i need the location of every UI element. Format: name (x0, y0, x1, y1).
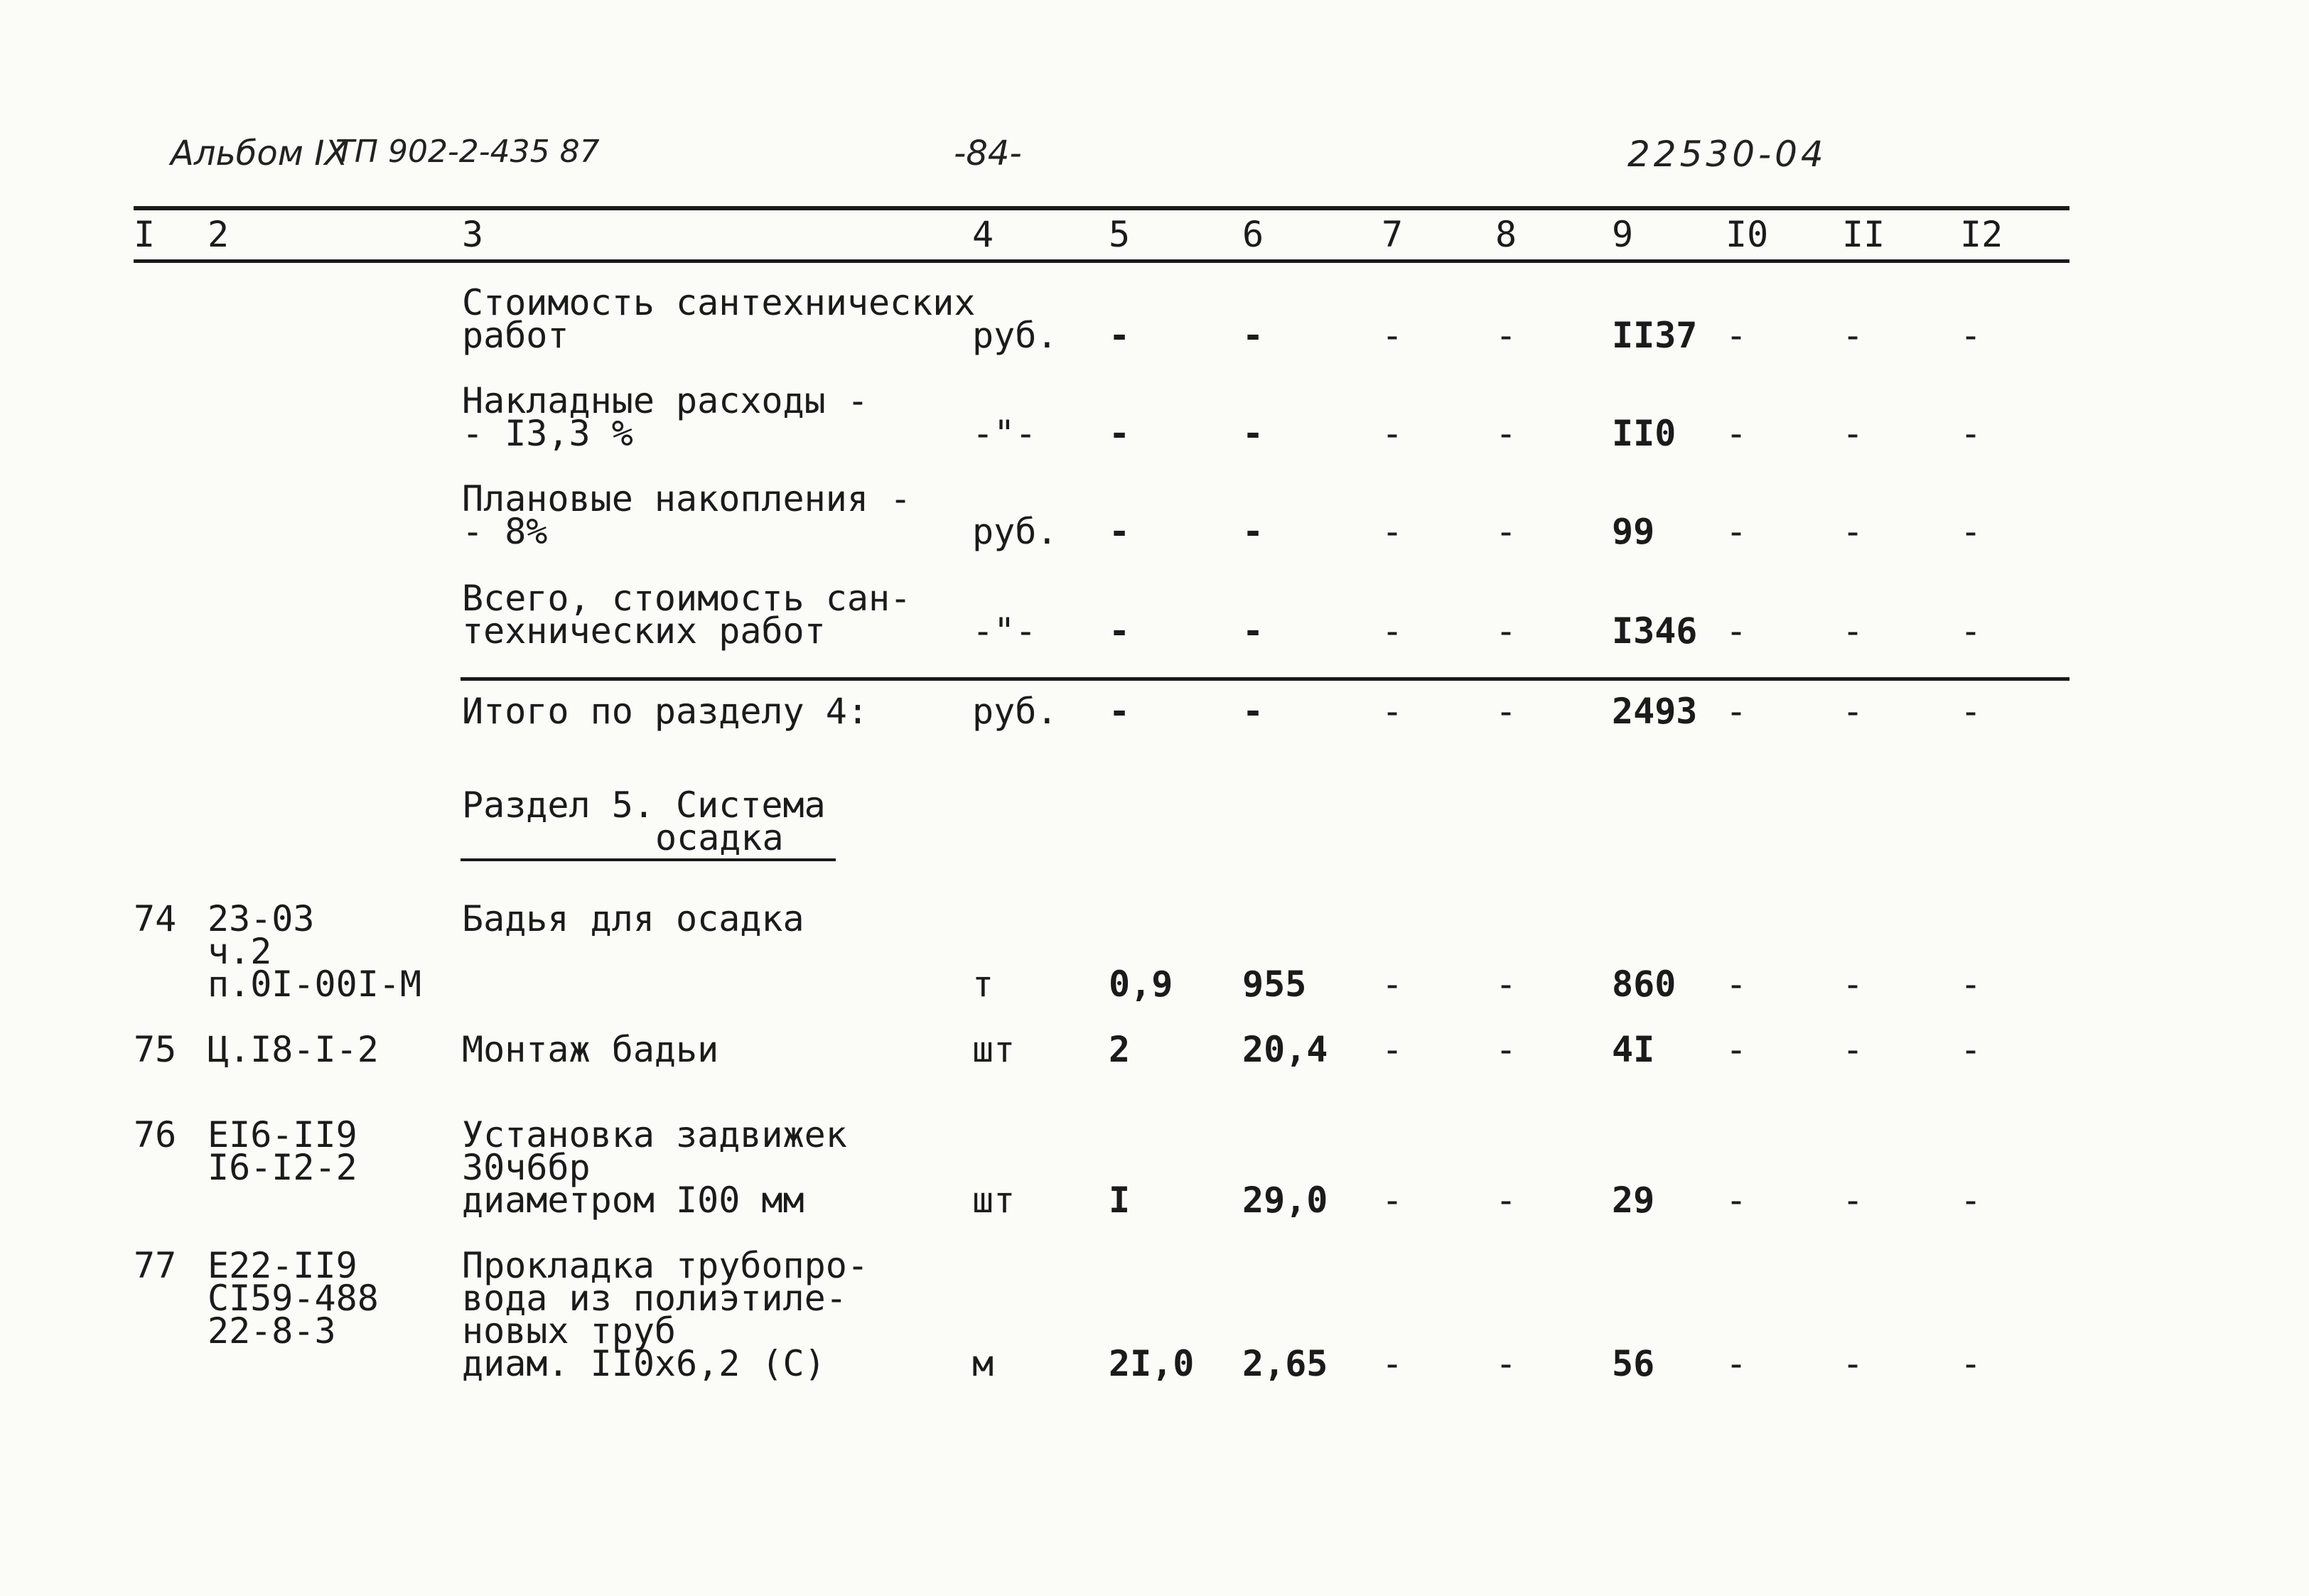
cell-col-5: - (1109, 413, 1131, 454)
cell-col-6: - (1242, 315, 1264, 356)
description (462, 380, 868, 454)
cell-col-11: - (1842, 1343, 1864, 1384)
description-line: - I3,3 % (462, 413, 633, 454)
cell-col-12: - (1960, 964, 1982, 1005)
description (462, 1114, 847, 1221)
reference-code-line: п.0I-00I-М (208, 964, 422, 1005)
reference-code-line: Е22-II9 (208, 1245, 357, 1286)
description-line: Итого по разделу 4: (462, 691, 868, 732)
description-line: Установка задвижек (462, 1114, 847, 1155)
cell-col-10: - (1726, 1029, 1748, 1070)
column-number: 8 (1495, 214, 1517, 255)
description-line: Прокладка трубопро- (462, 1245, 868, 1286)
description (462, 1245, 868, 1384)
description-line: Накладные расходы - (462, 380, 868, 421)
reference-code-line: Ц.I8-I-2 (208, 1029, 379, 1070)
cell-col-10: - (1726, 511, 1748, 552)
reference-code-line: СI59-488 (208, 1278, 379, 1319)
reference-code-line: ЕI6-II9 (208, 1114, 357, 1155)
cell-col-10: - (1726, 964, 1748, 1005)
cell-col-4: руб. (972, 511, 1058, 552)
cell-col-9: II0 (1612, 413, 1676, 454)
reference-code-line: ч.2 (208, 931, 272, 972)
cell-col-7: - (1382, 1343, 1404, 1384)
cell-col-9: 29 (1612, 1180, 1655, 1221)
cell-col-8: - (1495, 691, 1517, 732)
column-number: 6 (1242, 214, 1264, 255)
cell-col-6: - (1242, 413, 1264, 454)
cell-col-4: шт (972, 1029, 1016, 1070)
cell-col-10: - (1726, 1180, 1748, 1221)
reference-code (208, 1245, 379, 1352)
cell-col-11: - (1842, 610, 1864, 652)
cell-col-9: 2493 (1612, 691, 1698, 732)
cell-col-10: - (1726, 691, 1748, 732)
page-number: -84- (954, 134, 1022, 173)
cell-col-11: - (1842, 1029, 1864, 1070)
cell-col-9: 99 (1612, 511, 1655, 552)
cell-col-7: - (1382, 964, 1404, 1005)
column-number: 7 (1382, 214, 1404, 255)
section-heading-line: Раздел 5. Система (462, 784, 826, 826)
cell-col-5: - (1109, 610, 1131, 652)
reference-code-line: I6-I2-2 (208, 1147, 357, 1188)
column-number: 3 (462, 214, 484, 255)
description-line: работ (462, 315, 569, 356)
description-line: Всего, стоимость сан- (462, 578, 912, 619)
cell-col-4: т (972, 964, 994, 1005)
cell-col-9: II37 (1612, 315, 1698, 356)
cell-col-7: - (1382, 413, 1404, 454)
album-label: Альбом IX (171, 134, 348, 173)
cell-col-12: - (1960, 610, 1982, 652)
description (462, 478, 912, 552)
cell-col-7: - (1382, 1180, 1404, 1221)
cell-col-11: - (1842, 964, 1864, 1005)
description-line: Плановые накопления - (462, 478, 912, 519)
column-number: I2 (1960, 214, 2003, 255)
cell-col-11: - (1842, 315, 1864, 356)
cell-col-6: - (1242, 691, 1264, 732)
description (462, 1029, 719, 1070)
cell-col-6: - (1242, 610, 1264, 652)
cell-col-7: - (1382, 610, 1404, 652)
description-line: Монтаж бадьи (462, 1029, 719, 1070)
cell-col-12: - (1960, 315, 1982, 356)
cell-col-9: I346 (1612, 610, 1698, 652)
cell-col-5: 2 (1109, 1029, 1131, 1070)
table-top-rule (134, 206, 2070, 210)
column-number: I0 (1726, 214, 1769, 255)
section-heading-line: осадка (655, 817, 784, 858)
description (462, 691, 868, 732)
cell-col-4: м (972, 1343, 994, 1384)
cell-col-11: - (1842, 1180, 1864, 1221)
cell-col-12: - (1960, 1343, 1982, 1384)
column-number: 9 (1612, 214, 1634, 255)
column-number: 5 (1109, 214, 1131, 255)
cell-col-4: руб. (972, 315, 1058, 356)
cell-col-5: - (1109, 315, 1131, 356)
cell-col-8: - (1495, 315, 1517, 356)
cell-col-10: - (1726, 610, 1748, 652)
cell-col-5: - (1109, 511, 1131, 552)
cell-col-8: - (1495, 413, 1517, 454)
cell-col-10: - (1726, 1343, 1748, 1384)
cell-col-10: - (1726, 413, 1748, 454)
column-number: I (134, 214, 156, 255)
item-number: 76 (134, 1114, 177, 1155)
description-line: Бадья для осадка (462, 898, 804, 939)
description-line: новых труб (462, 1310, 677, 1352)
cell-col-12: - (1960, 1029, 1982, 1070)
cell-col-7: - (1382, 1029, 1404, 1070)
cell-col-6: 29,0 (1242, 1180, 1328, 1221)
cell-col-5: - (1109, 691, 1131, 732)
cell-col-11: - (1842, 691, 1864, 732)
cell-col-8: - (1495, 1029, 1517, 1070)
item-number: 75 (134, 1029, 177, 1070)
cell-col-12: - (1960, 511, 1982, 552)
cell-col-7: - (1382, 315, 1404, 356)
section-heading-underline (461, 858, 836, 861)
cell-col-8: - (1495, 610, 1517, 652)
cell-col-8: - (1495, 511, 1517, 552)
reference-code (208, 898, 422, 1005)
item-number: 77 (134, 1245, 177, 1286)
reference-code-line: 22-8-3 (208, 1310, 336, 1352)
cell-col-6: 2,65 (1242, 1343, 1328, 1384)
cell-col-4: руб. (972, 691, 1058, 732)
cell-col-4: -"- (972, 413, 1037, 454)
description-line: диаметром I00 мм (462, 1180, 804, 1221)
cell-col-12: - (1960, 413, 1982, 454)
column-number: 2 (208, 214, 230, 255)
description-line: технических работ (462, 610, 826, 652)
cell-col-6: 20,4 (1242, 1029, 1328, 1070)
description-line: Стоимость сантехнических (462, 282, 976, 323)
cell-col-4: шт (972, 1180, 1016, 1221)
reference-code-line: 23-03 (208, 898, 315, 939)
cell-col-7: - (1382, 691, 1404, 732)
column-number: 4 (972, 214, 994, 255)
column-number: II (1842, 214, 1885, 255)
description (462, 898, 804, 939)
cell-col-5: 2I,0 (1109, 1343, 1195, 1384)
cell-col-8: - (1495, 1180, 1517, 1221)
cell-col-11: - (1842, 511, 1864, 552)
cell-col-8: - (1495, 964, 1517, 1005)
cell-col-5: 0,9 (1109, 964, 1173, 1005)
cell-col-11: - (1842, 413, 1864, 454)
description (462, 282, 976, 356)
section-heading-text (462, 784, 826, 858)
document-code: 22530-04 (1627, 134, 1827, 175)
cell-col-6: 955 (1242, 964, 1307, 1005)
description-line: диам. II0х6,2 (С) (462, 1343, 826, 1384)
project-code: ТП 902-2-435 87 (335, 134, 600, 170)
description-line: - 8% (462, 511, 548, 552)
cell-col-12: - (1960, 691, 1982, 732)
cell-col-4: -"- (972, 610, 1037, 652)
subtotal-rule (461, 677, 2070, 681)
cell-col-5: I (1109, 1180, 1131, 1221)
cell-col-12: - (1960, 1180, 1982, 1221)
cell-col-9: 4I (1612, 1029, 1655, 1070)
cell-col-9: 56 (1612, 1343, 1655, 1384)
cell-col-8: - (1495, 1343, 1517, 1384)
cell-col-10: - (1726, 315, 1748, 356)
description-line: 30ч6бр (462, 1147, 591, 1188)
cell-col-7: - (1382, 511, 1404, 552)
item-number: 74 (134, 898, 177, 939)
description-line: вода из полиэтиле- (462, 1278, 847, 1319)
cell-col-9: 860 (1612, 964, 1676, 1005)
description (462, 578, 912, 652)
reference-code (208, 1029, 379, 1070)
column-header-rule (134, 259, 2070, 263)
cell-col-6: - (1242, 511, 1264, 552)
reference-code (208, 1114, 357, 1188)
